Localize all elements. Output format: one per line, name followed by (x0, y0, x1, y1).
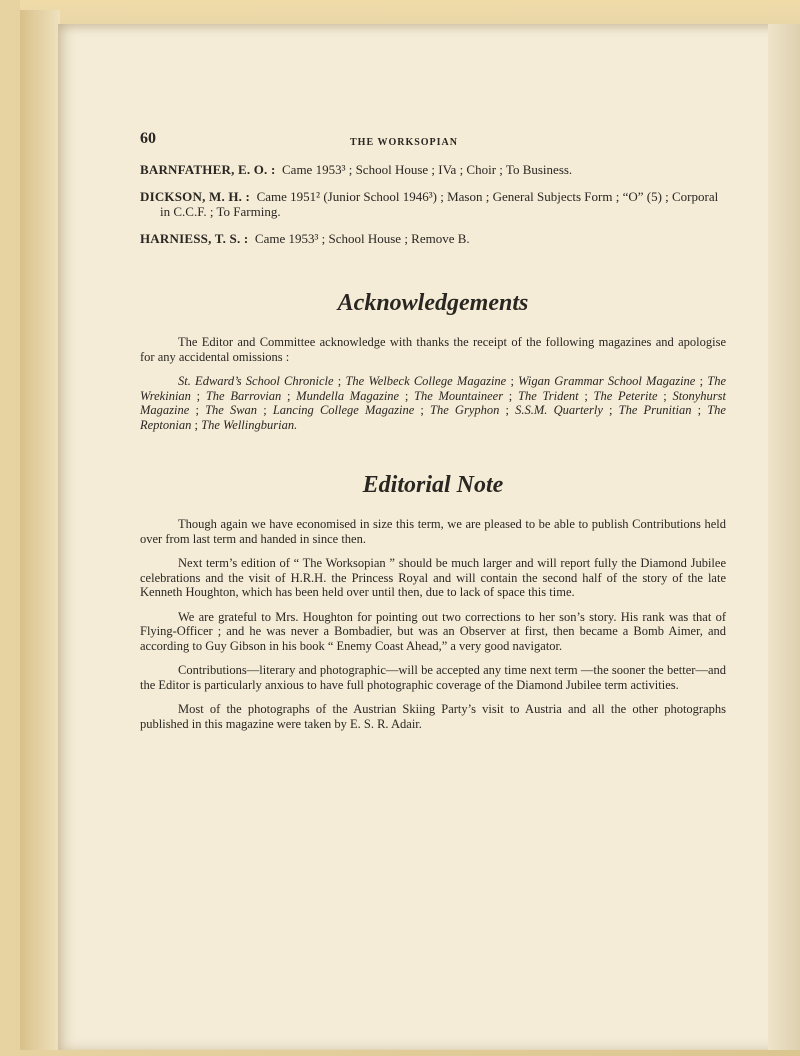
running-title: THE WORKSOPIAN (350, 137, 458, 148)
editorial-paragraph: Most of the photographs of the Austrian Skiing Party’s visit to Austria and all the other photographs published in this magazine were taken by E. S. R. Adair. (140, 702, 726, 731)
editorial-paragraph: Contributions—literary and photographic—will be accepted any time next term —the sooner the better—and the Editor is particularly anxious to have full photographic coverage of the Diamond Jubilee term activities. (140, 663, 726, 692)
leavers-list (140, 162, 726, 246)
magazine-title: Mundella Magazine (296, 388, 400, 403)
leaver-entry: HARNIESS, T. S. : Came 1953³ ; School House ; Remove B. (140, 231, 470, 246)
magazine-title: The Peterite (593, 388, 658, 403)
magazine-title: Lancing College Magazine (272, 403, 415, 417)
magazine-title: The Prunitian (618, 403, 692, 417)
magazine-list: St. Edward’s School Chronicle ; The Welbeck College Magazine ; Wigan Grammar School Magazine ; The Wrekinian ; The Barrovian ; Mundella Magazine ; The Mountaineer ; The Trident ; The Peterite ; Stonyhurst Magazine ; The Swan ; Lancing College Magazine ; The Gryphon ; S.S.M. Quarterly ; The Prunitian ; The Reptonian ; The Wellingburian. (140, 374, 727, 432)
editorial-paragraph: Next term’s edition of “ The Worksopian ” should be much larger and will report fully the Diamond Jubilee celebrations and the visit of H.R.H. the Princess Royal and will contain the second half of the story of the late Kenneth Houghton, which has been held over until then, due to lack of space this time. (140, 556, 726, 599)
editorial-paragraph: Though again we have economised in size this term, we are pleased to be able to publish Contributions held over from last term and handed in since then. (140, 517, 726, 546)
running-header (140, 120, 726, 150)
magazine-title: The Reptonian (140, 403, 726, 432)
magazine-title: The Mountaineer (414, 388, 504, 403)
page-stack-edge (768, 24, 800, 1050)
leaver-entry: BARNFATHER, E. O. : Came 1953³ ; School House ; IVa ; Choir ; To Business. (140, 162, 573, 177)
acknowledgements-intro: The Editor and Committee acknowledge with thanks the receipt of the following magazines and apologise for any accidental omissions : (140, 335, 726, 364)
magazine-title: The Wellingburian. (201, 417, 298, 432)
magazine-title: S.S.M. Quarterly (515, 403, 603, 417)
magazine-title: The Trident (518, 388, 579, 403)
page-number: 60 (140, 130, 156, 147)
page-content (140, 120, 726, 741)
editorial-paragraph: We are grateful to Mrs. Houghton for pointing out two corrections to her son’s story. His rank was that of Flying-Officer ; and he was never a Bombadier, but was an Observer at first, then became a Bomb Aimer, and according to Guy Gibson in his book “ Enemy Coast Ahead,” a very good navigator. (140, 609, 726, 653)
leaver-entry: DICKSON, M. H. : Came 1951² (Junior School 1946³) ; Mason ; General Subjects Form ; “O” (5) ; Corporal in C.C.F. ; To Farming. (140, 189, 719, 219)
magazine-title: Stonyhurst Magazine (140, 388, 726, 417)
magazine-title: The Wrekinian (140, 374, 727, 403)
magazine-title: St. Edward’s School Chronicle (178, 374, 334, 388)
magazine-title: Wigan Grammar School Magazine (518, 374, 696, 388)
magazine-title: The Gryphon (430, 403, 500, 417)
magazine-title: The Swan (205, 403, 258, 417)
editorial-heading: Editorial Note (362, 472, 504, 498)
magazine-title: The Welbeck College Magazine (345, 374, 507, 388)
acknowledgements-heading: Acknowledgements (337, 290, 529, 316)
magazine-title: The Barrovian (205, 388, 282, 403)
book-spine-edge (20, 10, 60, 1050)
